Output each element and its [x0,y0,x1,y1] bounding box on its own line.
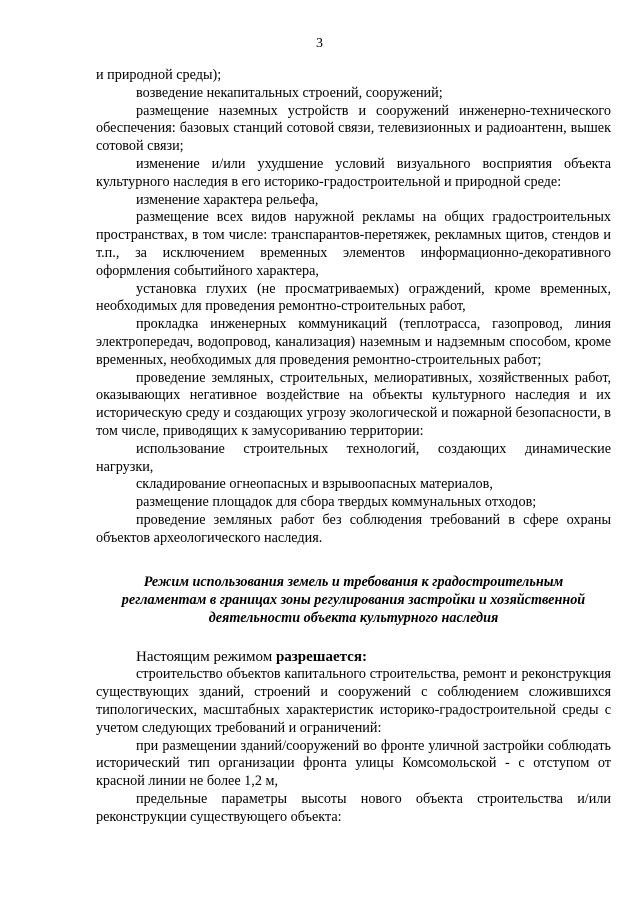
page-number: 3 [316,36,323,51]
paragraph: размещение всех видов наружной рекламы на общих градостроительных пространствах, в том числе: транспарантов-перетяжек, рекламных щитов, стендов и т.п., за исключением временных элементов информационно-декоративного оформления событийного характера, [96,209,611,279]
paragraph: использование строительных технологий, создающих динамические нагрузки, [96,440,611,475]
paragraph: возведение некапитальных строений, сооружений; [136,84,443,101]
paragraph: при размещении зданий/сооружений во фронте уличной застройки соблюдать исторический тип организации фронта улицы Комсомольской - с отступом от красной линии не более 1,2 м, [96,737,611,790]
paragraph: строительство объектов капитального строительства, ремонт и реконструкция существующих зданий, строений и сооружений с соблюдением сложившихся типологических, масштабных характеристик историко-градостроительной среды с учетом следующих требований и ограничений: [96,666,611,736]
intro-line [96,649,611,667]
paragraph: размещение наземных устройств и сооружений инженерно-технического обеспечения: базовых станций сотовой связи, телевизионных и радиоантенн, вышек сотовой связи; [96,102,611,155]
paragraph: изменение характера рельефа, [136,191,319,208]
paragraph: изменение и/или ухудшение условий визуального восприятия объекта культурного наследия в его историко-градостроительной и природной среде: [96,155,611,190]
paragraph: и природной среды); [96,67,222,83]
intro-bold: разрешается: [275,648,367,665]
intro-prefix: Настоящим режимом [136,648,276,665]
section-heading [96,573,611,627]
paragraph: проведение земляных работ без соблюдения требований в сфере охраны объектов археологического наследия. [96,511,611,546]
document-body [96,67,611,826]
heading-line: регламентам в границах зоны регулирования застройки и хозяйственной [121,591,586,608]
paragraph: проведение земляных, строительных, мелиоративных, хозяйственных работ, оказывающих негативное воздействие на объекты культурного наследия и их историческую среду и создающих угрозу экологической и пожарной безопасности, в том числе, приводящих к замусориванию территории: [96,369,611,439]
heading-line: Режим использования земель и требования к градостроительным [143,573,564,590]
paragraph: предельные параметры высоты нового объекта строительства и/или реконструкции существующего объекта: [96,790,611,825]
paragraph: прокладка инженерных коммуникаций (теплотрасса, газопровод, линия электропередач, водопровод, канализация) наземным и надземным способом, кроме временных, необходимых для проведения ремонтно-строительных работ; [96,316,611,368]
paragraph: складирование огнеопасных и взрывоопасных материалов, [136,476,493,493]
paragraph: установка глухих (не просматриваемых) ограждений, кроме временных, необходимых для проведения ремонтно-строительных работ, [96,280,611,315]
heading-line: деятельности объекта культурного наследия [208,609,499,626]
paragraph: размещение площадок для сбора твердых коммунальных отходов; [136,494,537,511]
